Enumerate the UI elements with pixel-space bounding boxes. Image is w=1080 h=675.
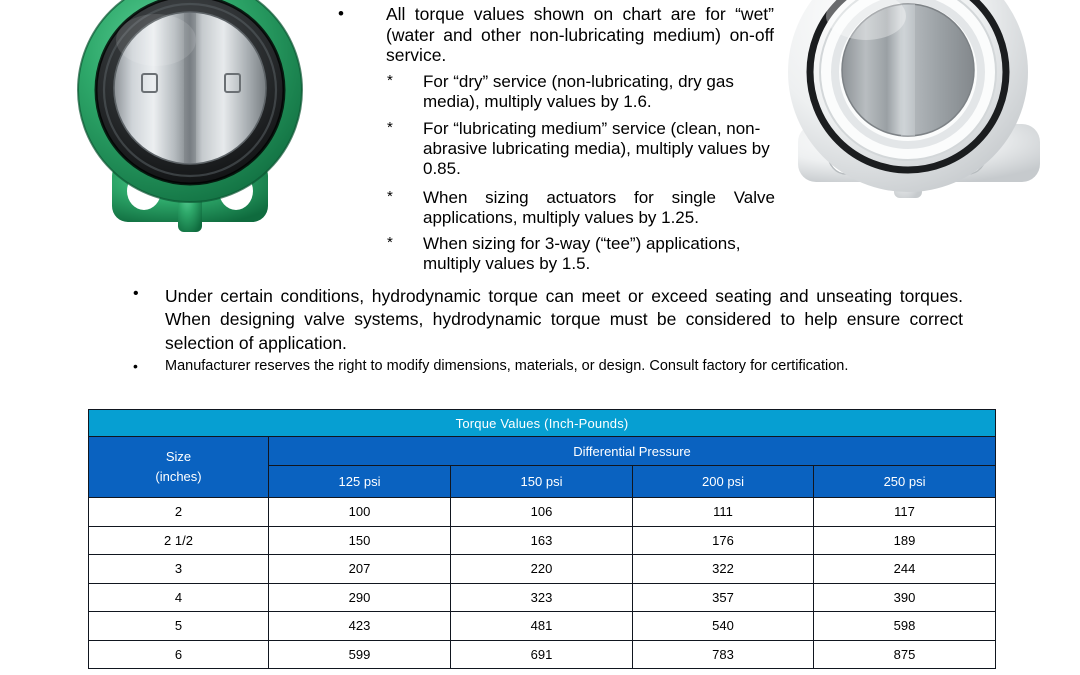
cell-size: 4 — [89, 583, 269, 612]
note-sub-bullet-2-text: For “lubricating medium” service (clean, non-abrasive lubricating media), multiply values by 0.85. — [423, 119, 770, 179]
cell-torque-200: 322 — [633, 555, 814, 584]
table-row — [89, 583, 996, 612]
cell-size: 6 — [89, 640, 269, 669]
pressure-column-header-125: 125 psi — [269, 466, 451, 498]
note-sub-bullet-3-text: When sizing actuators for single Valve applications, multiply values by 1.25. — [423, 188, 775, 228]
pressure-column-header-200: 200 psi — [633, 466, 814, 498]
cell-torque-150: 323 — [451, 583, 633, 612]
cell-torque-125: 207 — [269, 555, 451, 584]
pressure-column-header-250: 250 psi — [814, 466, 996, 498]
cell-torque-200: 111 — [633, 498, 814, 527]
size-header-line2: (inches) — [155, 469, 202, 484]
cell-torque-200: 783 — [633, 640, 814, 669]
cell-size: 5 — [89, 612, 269, 641]
pressure-column-header-150: 150 psi — [451, 466, 633, 498]
note-hydrodynamic-torque-text: Under certain conditions, hydrodynamic torque can meet or exceed seating and unseating torques. When designing valve systems, hydrodynamic torque must be considered to help ensure correct selection of application. — [165, 286, 963, 353]
green-butterfly-valve-photo — [60, 0, 320, 252]
cell-torque-125: 599 — [269, 640, 451, 669]
note-sub-bullet-1-text: For “dry” service (non-lubricating, dry gas media), multiply values by 1.6. — [423, 72, 734, 112]
size-header — [89, 437, 269, 498]
cell-size: 2 — [89, 498, 269, 527]
cell-torque-125: 100 — [269, 498, 451, 527]
cell-torque-200: 176 — [633, 526, 814, 555]
cell-torque-150: 691 — [451, 640, 633, 669]
note-hydrodynamic-torque — [133, 285, 963, 355]
cell-torque-200: 540 — [633, 612, 814, 641]
cell-torque-125: 423 — [269, 612, 451, 641]
cell-torque-125: 290 — [269, 583, 451, 612]
cell-torque-250: 598 — [814, 612, 996, 641]
cell-torque-250: 244 — [814, 555, 996, 584]
size-header-line1: Size — [165, 448, 192, 464]
asterisk-marker: * — [387, 119, 393, 136]
note-sub-bullet-2 — [387, 119, 775, 179]
asterisk-marker: * — [387, 72, 393, 89]
cell-torque-150: 106 — [451, 498, 633, 527]
table-row — [89, 526, 996, 555]
cell-torque-250: 189 — [814, 526, 996, 555]
white-lined-butterfly-valve-photo — [782, 0, 1062, 234]
cell-torque-250: 875 — [814, 640, 996, 669]
bullet-marker: • — [133, 285, 139, 302]
table-header-group-row — [89, 437, 996, 466]
note-sub-bullet-4-text: When sizing for 3-way (“tee”) applications, multiply values by 1.5. — [423, 234, 741, 274]
bullet-marker: • — [338, 4, 344, 23]
torque-values-table — [88, 409, 996, 669]
cell-torque-150: 481 — [451, 612, 633, 641]
note-sub-bullet-1 — [387, 72, 775, 112]
table-row — [89, 612, 996, 641]
note-sub-bullet-4 — [387, 234, 775, 274]
cell-torque-250: 390 — [814, 583, 996, 612]
note-sub-bullet-3 — [387, 188, 775, 228]
table-row — [89, 498, 996, 527]
note-main-bullet — [338, 4, 774, 66]
note-disclaimer-text: Manufacturer reserves the right to modify dimensions, materials, or design. Consult factory for certification. — [165, 358, 849, 374]
asterisk-marker: * — [387, 234, 393, 251]
note-main-bullet-text: All torque values shown on chart are for “wet” (water and other non-lubricating medium) on-off service. — [386, 4, 774, 66]
table-row — [89, 640, 996, 669]
cell-torque-125: 150 — [269, 526, 451, 555]
asterisk-marker: * — [387, 188, 393, 205]
cell-size: 2 1/2 — [89, 526, 269, 555]
table-header-title-row — [89, 410, 996, 437]
table-title: Torque Values (Inch-Pounds) — [89, 410, 996, 437]
cell-size: 3 — [89, 555, 269, 584]
cell-torque-200: 357 — [633, 583, 814, 612]
note-disclaimer — [133, 358, 963, 375]
cell-torque-150: 163 — [451, 526, 633, 555]
cell-torque-150: 220 — [451, 555, 633, 584]
bullet-marker: • — [133, 358, 138, 374]
table-row — [89, 555, 996, 584]
cell-torque-250: 117 — [814, 498, 996, 527]
differential-pressure-header: Differential Pressure — [269, 437, 996, 466]
